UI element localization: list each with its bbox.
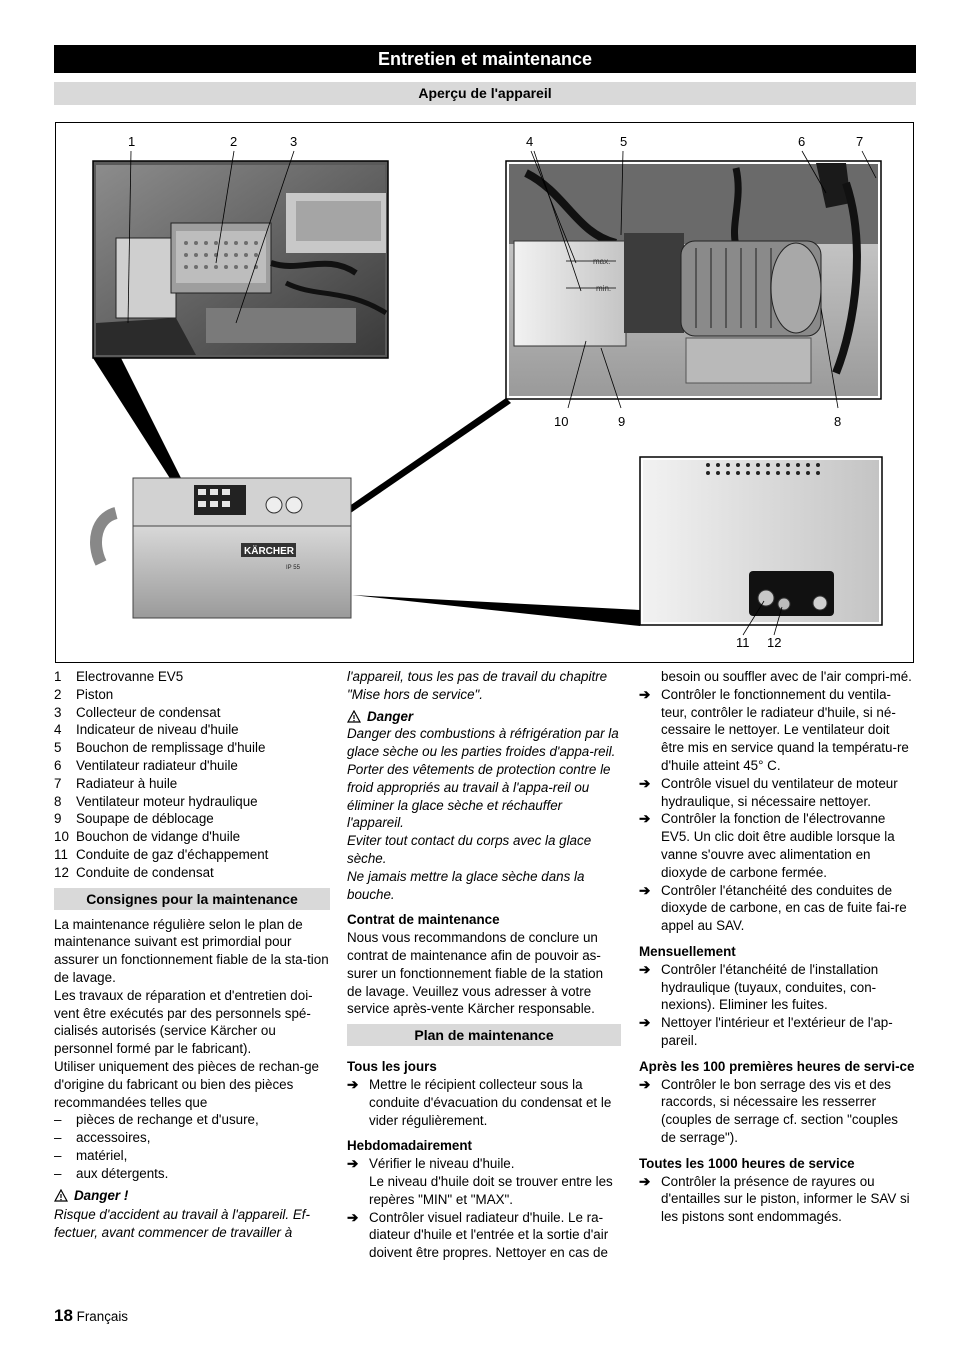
- legend-label: Bouchon de remplissage d'huile: [76, 740, 266, 756]
- callout-10: 10: [554, 414, 569, 429]
- monthly-heading: Mensuellement: [639, 943, 736, 959]
- legend-item: [54, 775, 330, 793]
- oil-min-label: min.: [596, 284, 612, 293]
- weekly-item-text: Contrôle visuel du ventilateur de moteur hydraulique, si nécessaire nettoyer.: [661, 775, 898, 809]
- arrow-right-icon: ➔: [639, 1173, 651, 1189]
- device-illustration: [56, 123, 915, 664]
- plan-heading: Plan de maintenance: [347, 1024, 621, 1046]
- daily-heading: Tous les jours: [347, 1059, 437, 1075]
- warning-triangle-icon: [347, 710, 361, 723]
- callout-12: 12: [767, 635, 782, 650]
- danger-1-text-continued: [347, 668, 621, 704]
- consignes-paragraph-2: Les travaux de réparation et d'entretien doi-vent être exécutés par des personnels spé-cialisés autorisés (service Kärcher ou personnel formé par le fabricant).: [54, 987, 313, 1057]
- legend-item: [54, 828, 330, 846]
- page-title: Entretien et maintenance: [54, 45, 916, 73]
- legend-item: [54, 721, 330, 739]
- weekly-item-text: Contrôler l'étanchéité des conduites de dioxyde de carbone, en cas de fuite fai-re appel au SAV.: [661, 882, 907, 934]
- weekly-item-text: Contrôler la fonction de l'électrovanne EV5. Un clic doit être audible lorsque la vanne s'ouvre avec alimentation en dioxyde de carbone fermée.: [661, 811, 895, 880]
- weekly-heading: Hebdomadairement: [347, 1138, 473, 1154]
- brand-logo-text: KÄRCHER: [244, 546, 294, 557]
- column-1: [54, 668, 330, 1242]
- weekly-item-text-part: besoin ou souffler avec de l'air compri-mé.: [661, 669, 912, 684]
- legend-label: Electrovanne EV5: [76, 669, 184, 684]
- legend-item: [54, 757, 330, 775]
- arrow-right-icon: ➔: [347, 1156, 359, 1172]
- parts-list-text: aux détergents.: [76, 1165, 169, 1181]
- parts-list-item: – matériel,: [54, 1147, 128, 1163]
- legend-number: 1: [54, 669, 62, 684]
- arrow-right-icon: ➔: [639, 775, 651, 791]
- legend-number: 12: [54, 864, 69, 880]
- parts-list-item: – accessoires,: [54, 1130, 151, 1146]
- arrow-right-icon: ➔: [639, 811, 651, 827]
- callout-9: 9: [618, 414, 626, 429]
- weekly-item: [639, 882, 915, 935]
- arrow-right-icon: ➔: [639, 882, 651, 898]
- danger-1-title: [54, 1187, 330, 1205]
- monthly-item-text: Contrôler l'étanchéité de l'installation hydraulique (tuyaux, conduites, con-nexions). Eliminer les fuites.: [661, 961, 879, 1013]
- weekly-item-note: Le niveau d'huile doit se trouver entre les repères "MIN" et "MAX".: [369, 1173, 613, 1207]
- oil-max-label: max.: [593, 257, 611, 266]
- arrow-right-icon: ➔: [639, 1076, 651, 1092]
- weekly-item-text: Vérifier le niveau d'huile.: [369, 1156, 515, 1172]
- section-title: Aperçu de l'appareil: [54, 82, 916, 105]
- contrat-text: Nous vous recommandons de conclure un contrat de maintenance afin de pouvoir as-surer un fonctionnement fiable de la station de lavage. Veuillez vous adresser à votre service après-vente Kärcher responsable.: [347, 930, 604, 1017]
- callout-4: 4: [526, 134, 534, 149]
- danger-2-paragraph-3: Ne jamais mettre la glace sèche dans la bouche.: [347, 868, 585, 902]
- danger-2-paragraph-2: Eviter tout contact du corps avec la glace sèche.: [347, 833, 592, 866]
- legend-label: Ventilateur moteur hydraulique: [76, 793, 258, 809]
- after-100h-item-text: Contrôler le bon serrage des vis et des raccords, si nécessaire les resserrer (couples de serrage cf. section "couples de serrage").: [661, 1076, 898, 1145]
- legend-number: 9: [54, 811, 62, 827]
- arrow-right-icon: ➔: [639, 686, 651, 702]
- every-1000h-heading: Toutes les 1000 heures de service: [639, 1155, 855, 1171]
- legend-item: [54, 668, 330, 686]
- arrow-right-icon: ➔: [347, 1209, 359, 1225]
- callout-7: 7: [856, 134, 864, 149]
- weekly-item-continued: [639, 668, 915, 686]
- danger-2-label: Danger: [367, 708, 414, 724]
- footer-language: Français: [76, 1309, 129, 1324]
- legend-number: 10: [54, 829, 69, 845]
- callout-3: 3: [290, 134, 298, 149]
- arrow-right-icon: ➔: [347, 1076, 359, 1092]
- weekly-item: [639, 686, 915, 775]
- every-1000h-item-text: Contrôler la présence de rayures ou d'entailles sur le piston, informer le SAV si les pistons sont endommagés.: [661, 1173, 910, 1225]
- parts-list-text: matériel,: [76, 1147, 128, 1163]
- every-1000h-item: [639, 1173, 915, 1226]
- danger-2-paragraph-1: Danger des combustions à réfrigération par la glace sèche ou les parties froides d'appa-reil. Porter des vêtements de protection contre le froid appropriés au travail à l'appa-reil ou éliminer la glace sèche et réchauffer l'appareil.: [347, 726, 619, 831]
- column-2: [347, 668, 621, 1262]
- legend-label: Piston: [76, 686, 114, 702]
- danger-1-label: Danger !: [74, 1187, 129, 1203]
- legend-label: Indicateur de niveau d'huile: [76, 722, 239, 738]
- legend-label: Soupape de déblocage: [76, 811, 214, 827]
- model-label: IP 55: [286, 565, 300, 571]
- legend-number: 6: [54, 757, 62, 773]
- legend-item: [54, 739, 330, 757]
- legend-number: 7: [54, 775, 62, 791]
- legend-label: Bouchon de vidange d'huile: [76, 829, 241, 845]
- contrat-heading: Contrat de maintenance: [347, 912, 500, 928]
- parts-list-text: pièces de rechange et d'usure,: [76, 1112, 259, 1128]
- legend-number: 5: [54, 740, 62, 756]
- arrow-right-icon: ➔: [639, 961, 651, 977]
- weekly-item: [347, 1209, 621, 1262]
- after-100h-heading: Après les 100 premières heures de servi-ce: [639, 1058, 915, 1074]
- weekly-item-text: Contrôler visuel radiateur d'huile. Le ra-diateur d'huile et l'entrée et la sortie d'air doivent être propres. Nettoyer en cas de: [369, 1209, 609, 1261]
- callout-11: 11: [736, 635, 750, 650]
- legend-item: [54, 686, 330, 704]
- danger-2-title: [347, 708, 621, 726]
- monthly-item-text: Nettoyer l'intérieur et l'extérieur de l'ap-pareil.: [661, 1015, 893, 1048]
- legend-list: [54, 668, 330, 882]
- page-footer: [54, 1307, 128, 1326]
- weekly-item: [639, 810, 915, 881]
- consignes-paragraph-1: La maintenance régulière selon le plan de maintenance suivant est primordial pour assurer un fonctionnement fiable de la sta-tion de lavage.: [54, 916, 329, 985]
- legend-label: Ventilateur radiateur d'huile: [76, 757, 238, 773]
- legend-number: 11: [54, 846, 68, 862]
- legend-item: [54, 793, 330, 811]
- monthly-item: [639, 961, 915, 1014]
- daily-item-text: Mettre le récipient collecteur sous la conduite d'évacuation du condensat et le vider régulièrement.: [369, 1076, 612, 1128]
- page-number: 18: [54, 1306, 73, 1325]
- weekly-item: [639, 775, 915, 811]
- callout-6: 6: [798, 134, 806, 149]
- callout-1: 1: [128, 134, 136, 149]
- legend-label: Collecteur de condensat: [76, 704, 221, 720]
- consignes-heading: Consignes pour la maintenance: [54, 888, 330, 910]
- weekly-item: [347, 1155, 621, 1173]
- danger-1-text-part: Risque d'accident au travail à l'appareil. Ef-fectuer, avant commencer de travailler à: [54, 1207, 310, 1241]
- monthly-item: [639, 1014, 915, 1050]
- danger-1-text-part: l'appareil, tous les pas de travail du chapitre "Mise hors de service".: [347, 669, 608, 702]
- legend-item: [54, 846, 330, 864]
- consignes-paragraph-3: Utiliser uniquement des pièces de rechan-ge d'origine du fabricant ou bien des pièces recommandées telles que: [54, 1058, 319, 1110]
- after-100h-item: [639, 1076, 915, 1147]
- legend-item: [54, 864, 330, 882]
- legend-item: [54, 810, 330, 828]
- legend-item: [54, 704, 330, 722]
- callout-8: 8: [834, 414, 842, 429]
- legend-label: Radiateur à huile: [76, 775, 178, 791]
- daily-item: [347, 1076, 621, 1129]
- legend-number: 8: [54, 793, 62, 809]
- legend-label: Conduite de condensat: [76, 864, 214, 880]
- legend-label: Conduite de gaz d'échappement: [76, 846, 269, 862]
- callout-5: 5: [620, 134, 628, 149]
- legend-number: 3: [54, 704, 62, 720]
- parts-list-item: – pièces de rechange et d'usure,: [54, 1112, 259, 1128]
- danger-1-text: [54, 1206, 330, 1242]
- device-overview-figure: [55, 122, 914, 663]
- column-3: [639, 668, 915, 1226]
- weekly-item-text: Contrôler le fonctionnement du ventila-teur, contrôler le radiateur d'huile, si né-cessaire le nettoyer. Le ventilateur doit être mis en service quand la températu-re d'huile atteint 45° C.: [661, 686, 909, 773]
- arrow-right-icon: ➔: [639, 1015, 651, 1031]
- legend-number: 4: [54, 722, 62, 738]
- parts-list-item: – aux détergents.: [54, 1165, 169, 1181]
- callout-2: 2: [230, 134, 238, 149]
- warning-triangle-icon: [54, 1189, 68, 1202]
- parts-list-text: accessoires,: [76, 1130, 151, 1146]
- legend-number: 2: [54, 686, 62, 702]
